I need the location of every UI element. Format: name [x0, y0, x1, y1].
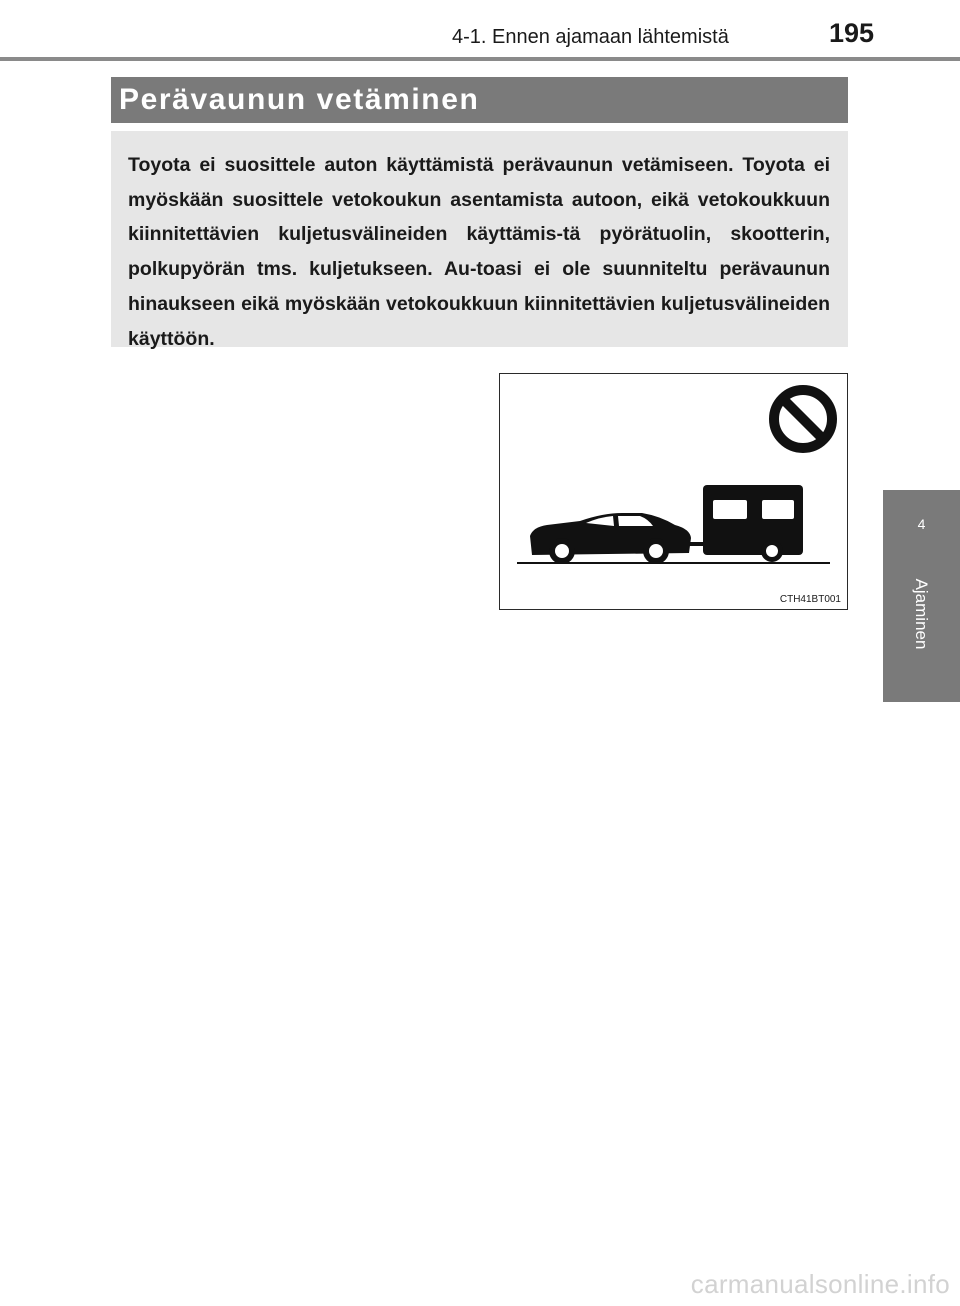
chapter-tab	[883, 490, 960, 702]
header-divider	[0, 57, 960, 61]
page-number: 195	[829, 18, 875, 48]
intro-box	[111, 131, 848, 350]
page-title: Perävaunun vetäminen	[119, 83, 480, 116]
trailer-icon	[689, 485, 803, 562]
figure-code: CTH41BT001	[779, 594, 841, 605]
section-header: 4-1. Ennen ajamaan lähtemistä	[452, 26, 729, 48]
towing-figure-graphic	[500, 374, 847, 609]
intro-text: Toyota ei suosittele auton käyttämistä perävaunun vetämiseen. Toyota ei myöskään suosittele vetokoukun asentamista autoon, eikä vetokoukkuun kiinnitettävien kuljetusvälineiden käyttämis-tä pyörätuolin, skootterin, polkupyörän tms. kuljetukseen. Au-toasi ei ole suunniteltu perävaunun hinaukseen eikä myöskään vetokoukkuun kiinnitettävien kuljetusvälineiden käyttöön.	[128, 154, 830, 350]
towing-illustration	[499, 373, 848, 610]
chapter-number: 4	[917, 516, 926, 532]
prohibited-icon	[774, 390, 832, 448]
watermark: carmanualsonline.info	[690, 1269, 950, 1299]
car-icon	[530, 513, 691, 564]
section-title-bar	[111, 77, 848, 123]
chapter-label: Ajaminen	[912, 578, 931, 650]
